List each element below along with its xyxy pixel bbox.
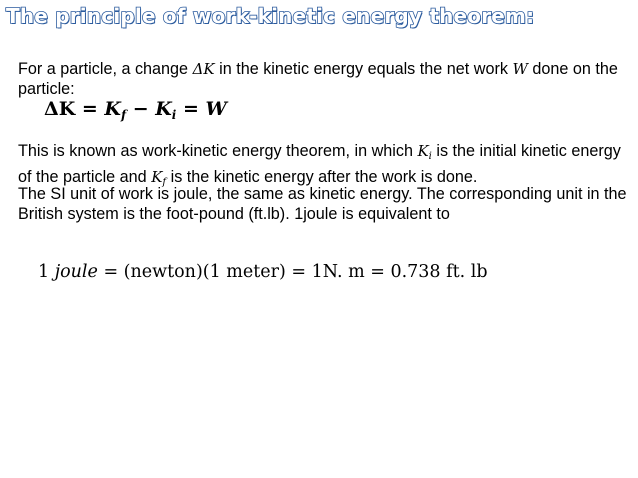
- delta-k-symbol: ΔK: [192, 60, 215, 78]
- work-symbol: W: [512, 60, 528, 78]
- subscript-f: f: [162, 177, 167, 188]
- text-segment: is the kinetic energy after the work is done.: [166, 168, 478, 186]
- k-initial-term: K: [155, 98, 172, 120]
- subscript-f: f: [120, 108, 127, 122]
- paragraph-si-unit: The SI unit of work is joule, the same as kinetic energy. The corresponding unit in the British system is the foot-pound (ft.lb). 1joule is equivalent to: [18, 185, 627, 223]
- work-term: W: [205, 98, 227, 120]
- text-segment: This is known as work-kinetic energy theorem, in which: [18, 142, 418, 160]
- k-initial-symbol: K: [417, 142, 429, 160]
- k-final-symbol: K: [151, 168, 163, 186]
- number-one: 1: [38, 262, 55, 282]
- text-segment: is the initial kinetic energy of the particle and: [18, 142, 621, 186]
- minus-sign: −: [126, 98, 156, 120]
- subscript-i: i: [171, 108, 177, 122]
- paragraph-theorem-statement: [18, 59, 630, 99]
- subscript-i: i: [428, 151, 432, 162]
- joule-conversion-equation: [38, 262, 488, 282]
- work-energy-equation: [44, 98, 227, 122]
- text-segment: done on the particle:: [18, 60, 618, 98]
- text-segment: For a particle, a change: [18, 60, 193, 78]
- text-segment: in the kinetic energy equals the net work: [214, 60, 513, 78]
- joule-word: joule: [54, 262, 98, 282]
- delta-k-term: ΔK: [44, 98, 76, 120]
- conversion-rest: = (newton)(1 meter) = 1N. m = 0.738 ft. lb: [97, 262, 488, 282]
- k-final-term: K: [104, 98, 121, 120]
- slide-title: The principle of work-kinetic energy theorem:: [6, 4, 535, 28]
- equals-sign: =: [176, 98, 206, 120]
- equals-sign: =: [75, 98, 105, 120]
